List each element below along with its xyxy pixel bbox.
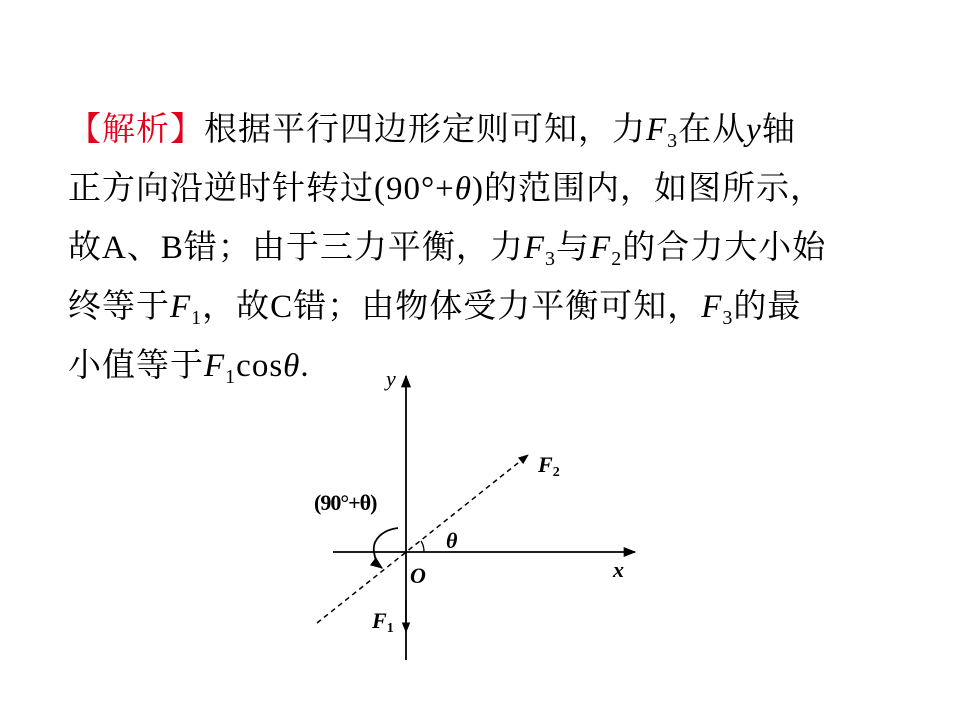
subscript: 3	[722, 307, 734, 329]
symbol-F: F	[204, 348, 226, 384]
force-diagram	[300, 360, 660, 670]
text-run: 错；由于三力平衡，力	[183, 227, 524, 266]
subscript: 1	[191, 307, 203, 329]
text-run: cos	[236, 348, 284, 384]
text-run: (90°+	[374, 171, 455, 207]
angle-label: (90°+θ)	[314, 490, 377, 515]
subscript: 1	[225, 366, 237, 388]
text-run: 轴	[761, 109, 796, 148]
text-run: 故	[68, 227, 102, 266]
subscript: 3	[545, 248, 557, 270]
text-run: 小值等于	[68, 345, 204, 384]
symbol-F: F	[590, 230, 612, 266]
text-run: 的范围内，如图所示，	[484, 168, 825, 207]
text-run: 在从	[678, 109, 747, 148]
text-run: 错；由物体受力平衡可知，	[293, 286, 702, 325]
F2-symbol: F	[538, 452, 553, 477]
symbol-F: F	[523, 230, 546, 266]
F1-symbol: F	[372, 608, 387, 633]
theta-arc	[421, 541, 424, 552]
symbol-theta: θ	[283, 348, 301, 384]
text-run: A、B	[102, 230, 184, 266]
subscript: 2	[611, 248, 623, 270]
text-run: 与	[556, 227, 591, 266]
text-run: C	[270, 289, 294, 325]
text-run: 的合力大小始	[622, 227, 827, 266]
text-run: 根据平行四边形定则可知，力	[204, 109, 646, 148]
line-4	[68, 277, 898, 336]
symbol-theta: θ	[454, 171, 473, 207]
text-run: ，故	[202, 286, 271, 325]
symbol-F: F	[170, 289, 192, 325]
origin-label: O	[410, 563, 426, 588]
x-axis-label: x	[613, 557, 624, 582]
subscript: 3	[667, 130, 679, 152]
theta-label: θ	[446, 528, 458, 553]
F2-vector	[317, 455, 528, 623]
line-3	[68, 218, 898, 277]
text-run: .	[300, 348, 310, 384]
F1-label	[371, 608, 394, 636]
F1-subscript: 1	[386, 621, 394, 636]
explanation-text	[68, 100, 898, 395]
F2-label	[537, 452, 560, 480]
symbol-y: y	[746, 112, 762, 148]
analysis-tag: 【解析】	[68, 109, 204, 148]
text-run: )	[472, 171, 485, 207]
rotation-arc	[374, 528, 398, 568]
symbol-F: F	[646, 112, 668, 148]
symbol-F: F	[701, 289, 723, 325]
line-2	[68, 159, 898, 218]
line-1	[68, 100, 898, 159]
text-run: 正方向沿逆时针转过	[68, 168, 374, 207]
text-run: 终等于	[68, 286, 170, 325]
text-run: 的最	[733, 286, 802, 325]
y-axis-label: y	[386, 366, 396, 391]
F2-subscript: 2	[552, 465, 560, 480]
